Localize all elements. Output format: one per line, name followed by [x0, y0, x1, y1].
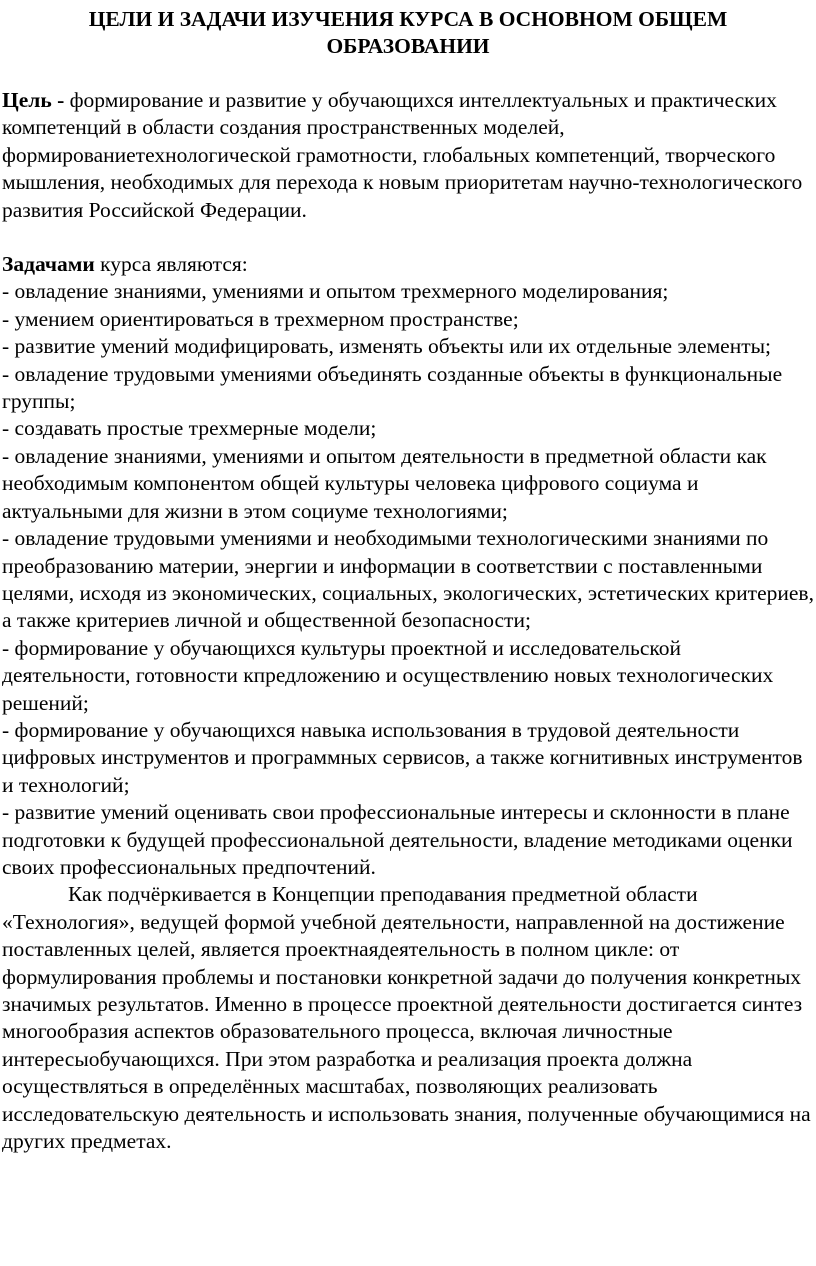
goal-text: формирование и развитие у обучающихся интеллектуальных и практических компетенций в области создания пространственных моделей, формированиетехнологической грамотности, глобальных компетенций, творческого мышления, необходимых для перехода к новым приоритетам научно-технологического развития Российской Федерации.	[2, 88, 803, 222]
list-item: - умением ориентироваться в трехмерном пространстве;	[2, 306, 519, 331]
spacer	[2, 60, 814, 87]
tasks-label: Задачами	[2, 252, 95, 277]
page-title: ЦЕЛИ И ЗАДАЧИ ИЗУЧЕНИЯ КУРСА В ОСНОВНОМ ОБЩЕМ ОБРАЗОВАНИИ	[88, 7, 728, 58]
list-item: - овладение трудовыми умениями и необходимыми технологическими знаниями по преобразованию материи, энергии и информации в соответствии с поставленными целями, исходя из экономических, социальных, экологических, эстетических критериев, а также критериев личной и общественной безопасности;	[2, 526, 814, 633]
list-item: - овладение трудовыми умениями объединять созданные объекты в функциональные группы;	[2, 361, 783, 414]
list-item: - формирование у обучающихся культуры проектной и исследовательской деятельности, готовности кпредложению и осуществлению новых технологических решений;	[2, 635, 774, 715]
list-item: - развитие умений модифицировать, изменять объекты или их отдельные элементы;	[2, 334, 772, 359]
list-item: - овладение знаниями, умениями и опытом деятельности в предметной области как необходимым компонентом общей культуры человека цифрового социума и актуальными для жизни в этом социуме технологиями;	[2, 443, 767, 523]
tasks-intro	[2, 251, 814, 278]
concept-paragraph: Как подчёркивается в Концепции преподавания предметной области «Технология», ведущей формой учебной деятельности, направленной на достижение поставленных целей, является проектнаядеятельность в полном цикле: от формулирования проблемы и постановки конкретной задачи до получения конкретных значимых результатов. Именно в процессе проектной деятельности достигается синтез многообразия аспектов образовательного процесса, включая личностные интересыобучающихся. При этом разработка и реализация проекта должна осуществляться в определённых масштабах, позволяющих реализовать исследовательскую деятельность и использовать знания, полученные обучающимися на других предметах.	[2, 882, 811, 1154]
document-page	[2, 6, 814, 1155]
tasks-list	[2, 278, 814, 881]
list-item: - развитие умений оценивать свои профессиональные интересы и склонности в плане подготовки к будущей профессиональной деятельности, владение методиками оценки своих профессиональных предпочтений.	[2, 800, 793, 879]
tasks-intro-text: курса являются:	[94, 252, 248, 277]
goal-label: Цель -	[2, 88, 65, 112]
list-item: - создавать простые трехмерные модели;	[2, 416, 377, 441]
list-item: - формирование у обучающихся навыка использования в трудовой деятельности цифровых инструментов и программных сервисов, а также когнитивных инструментов и технологий;	[2, 717, 803, 797]
goal-paragraph	[2, 87, 814, 224]
spacer	[2, 224, 814, 251]
list-item: - овладение знаниями, умениями и опытом трехмерного моделирования;	[2, 279, 669, 304]
